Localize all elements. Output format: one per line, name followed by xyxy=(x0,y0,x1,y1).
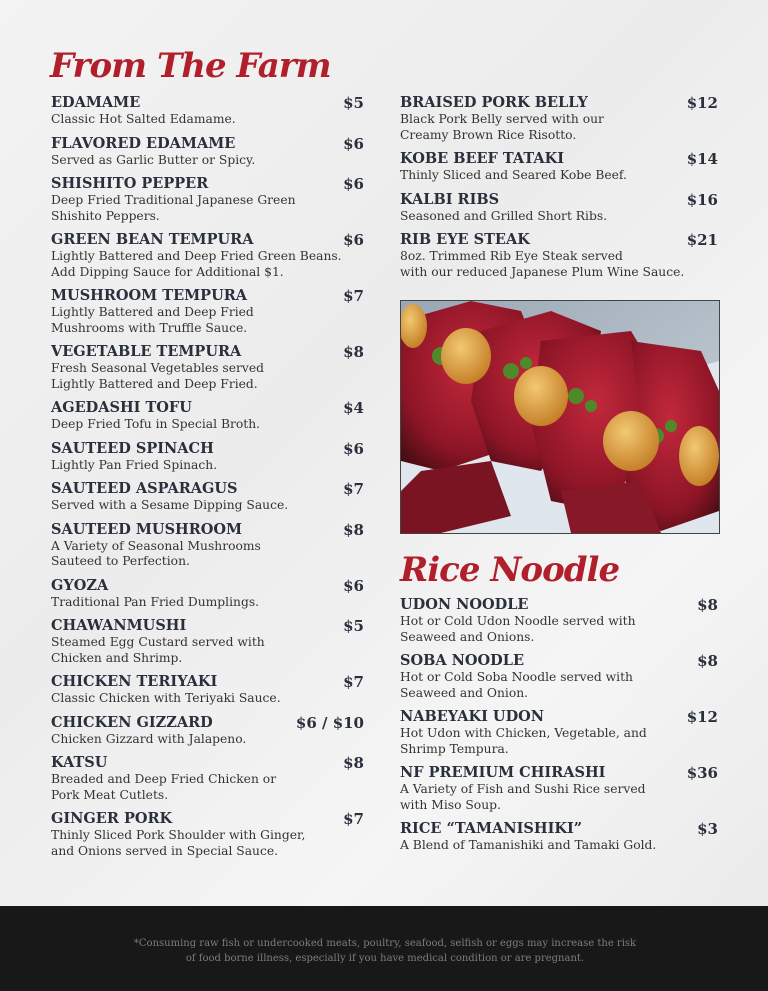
menu-item-name: RICE “TAMANISHIKI” xyxy=(400,820,583,837)
menu-item xyxy=(400,652,718,701)
menu-item xyxy=(51,577,364,611)
menu-item-price: $36 xyxy=(686,764,718,782)
menu-item-name: KATSU xyxy=(51,754,108,771)
menu-item-name: SHISHITO PEPPER xyxy=(51,175,209,192)
menu-item-name: CHICKEN TERIYAKI xyxy=(51,673,218,690)
menu-item-description: Chicken Gizzard with Jalapeno. xyxy=(51,731,247,746)
menu-item-description: Hot Udon with Chicken, Vegetable, and Shrimp Tempura. xyxy=(400,726,647,756)
menu-item-description: A Variety of Fish and Sushi Rice served with Miso Soup. xyxy=(400,782,646,812)
seared-beef-photo xyxy=(400,300,720,534)
menu-item xyxy=(51,480,364,514)
menu-item-description: Deep Fried Tofu in Special Broth. xyxy=(51,417,261,431)
menu-column-right xyxy=(400,94,718,287)
menu-column-left xyxy=(51,94,364,866)
menu-item xyxy=(51,440,364,474)
menu-item-description: Classic Hot Salted Edamame. xyxy=(51,112,236,126)
menu-item-name: CHAWANMUSHI xyxy=(51,617,187,634)
menu-item-description: Black Pork Belly served with our Creamy Brown Rice Risotto. xyxy=(400,112,604,142)
menu-item xyxy=(51,231,364,280)
menu-item xyxy=(51,135,364,169)
menu-item-description: Steamed Egg Custard served with Chicken and Shrimp. xyxy=(51,635,265,665)
menu-item-price: $5 xyxy=(343,617,364,635)
menu-item-description: Breaded and Deep Fried Chicken or Pork Meat Cutlets. xyxy=(51,772,277,802)
menu-item-price: $6 xyxy=(343,576,364,595)
menu-item xyxy=(51,754,364,803)
menu-item-description: Thinly Sliced Pork Shoulder with Ginger, and Onions served in Special Sauce. xyxy=(51,828,306,858)
menu-item xyxy=(51,714,364,748)
menu-item-name: BRAISED PORK BELLY xyxy=(400,94,588,111)
footer-disclaimer: *Consuming raw fish or undercooked meats, poultry, seafood, selfish or eggs may increase the risk of food borne illness, especially if you have medical condition or are pregnant. xyxy=(133,938,637,964)
menu-item-name: CHICKEN GIZZARD xyxy=(51,713,213,731)
menu-item-name: KOBE BEEF TATAKI xyxy=(400,150,564,167)
menu-item-price: $3 xyxy=(697,820,718,838)
menu-item-price: $6 xyxy=(343,175,364,193)
menu-item xyxy=(51,673,364,707)
menu-item-name: VEGETABLE TEMPURA xyxy=(51,343,242,360)
menu-item xyxy=(400,150,718,184)
menu-item-description: Hot or Cold Soba Noodle served with Seaweed and Onion. xyxy=(400,670,633,700)
menu-item-price: $12 xyxy=(686,708,718,726)
menu-item-description: Classic Chicken with Teriyaki Sauce. xyxy=(51,691,281,705)
menu-item-name: KALBI RIBS xyxy=(400,190,500,208)
menu-item-price: $6 xyxy=(343,231,364,249)
menu-item-description: A Variety of Seasonal Mushrooms Sauteed to Perfection. xyxy=(51,538,261,568)
menu-item-price: $6 / $10 xyxy=(295,713,364,732)
menu-item-price: $8 xyxy=(697,652,718,670)
menu-item-price: $8 xyxy=(343,520,364,539)
menu-item xyxy=(51,343,364,392)
menu-item xyxy=(400,708,718,757)
menu-item-name: NABEYAKI UDON xyxy=(400,708,545,725)
menu-item-name: SAUTEED MUSHROOM xyxy=(51,520,243,538)
menu-item-price: $8 xyxy=(343,754,364,772)
menu-item-price: $7 xyxy=(343,810,364,828)
menu-item xyxy=(51,810,364,859)
menu-item-price: $8 xyxy=(697,596,718,614)
menu-item-description: Lightly Pan Fried Spinach. xyxy=(51,457,218,472)
menu-item-description: Thinly Sliced and Seared Kobe Beef. xyxy=(400,168,627,182)
menu-item-name: RIB EYE STEAK xyxy=(400,231,530,248)
menu-item xyxy=(51,175,364,224)
menu-item-name: GYOZA xyxy=(51,576,109,594)
menu-item-name: GINGER PORK xyxy=(51,810,173,827)
footer-band xyxy=(0,906,768,991)
menu-item-price: $5 xyxy=(343,94,364,112)
menu-item-name: AGEDASHI TOFU xyxy=(51,399,192,416)
menu-item-name: MUSHROOM TEMPURA xyxy=(51,287,248,304)
menu-item xyxy=(51,287,364,336)
menu-item-price: $21 xyxy=(686,231,718,249)
menu-item-description: A Blend of Tamanishiki and Tamaki Gold. xyxy=(400,838,657,852)
menu-item-name: NF PREMIUM CHIRASHI xyxy=(400,764,606,781)
menu-item xyxy=(400,94,718,143)
menu-item-description: 8oz. Trimmed Rib Eye Steak served with our reduced Japanese Plum Wine Sauce. xyxy=(400,249,685,279)
menu-item-description: Fresh Seasonal Vegetables served Lightly Battered and Deep Fried. xyxy=(51,361,264,391)
menu-item-price: $7 xyxy=(343,287,364,305)
menu-item-price: $16 xyxy=(686,190,718,209)
menu-item-description: Traditional Pan Fried Dumplings. xyxy=(51,594,260,609)
menu-item-price: $8 xyxy=(343,343,364,361)
menu-item-name: FLAVORED EDAMAME xyxy=(51,134,236,152)
section-title-from-the-farm: From The Farm xyxy=(50,46,331,86)
menu-item xyxy=(51,94,364,128)
menu-item-name: UDON NOODLE xyxy=(400,596,529,613)
menu-item xyxy=(51,617,364,666)
menu-item xyxy=(51,521,364,570)
menu-item xyxy=(400,231,718,280)
menu-item-price: $6 xyxy=(343,439,364,458)
menu-item xyxy=(51,399,364,433)
menu-item-price: $7 xyxy=(343,480,364,498)
menu-column-rice xyxy=(400,596,718,861)
menu-item-price: $14 xyxy=(686,150,718,168)
menu-item-name: SAUTEED SPINACH xyxy=(51,439,214,457)
menu-item-description: Deep Fried Traditional Japanese Green Shishito Peppers. xyxy=(51,193,296,223)
torn-edge xyxy=(0,906,768,922)
menu-item-price: $7 xyxy=(343,673,364,691)
menu-item-name: GREEN BEAN TEMPURA xyxy=(51,231,254,248)
menu-item-description: Lightly Battered and Deep Fried Green Beans. Add Dipping Sauce for Additional $1. xyxy=(51,249,342,279)
menu-item xyxy=(400,764,718,813)
menu-item-name: SOBA NOODLE xyxy=(400,652,524,669)
section-title-rice-noodle: Rice Noodle xyxy=(400,550,620,590)
menu-item-description: Hot or Cold Udon Noodle served with Seaweed and Onions. xyxy=(400,614,636,644)
menu-item-price: $4 xyxy=(343,399,364,417)
menu-item-description: Served as Garlic Butter or Spicy. xyxy=(51,152,256,167)
menu-item xyxy=(400,596,718,645)
menu-item-price: $12 xyxy=(686,94,718,112)
menu-item xyxy=(400,820,718,854)
menu-item xyxy=(400,191,718,225)
menu-item-name: EDAMAME xyxy=(51,94,141,111)
menu-item-description: Served with a Sesame Dipping Sauce. xyxy=(51,498,289,512)
menu-item-description: Seasoned and Grilled Short Ribs. xyxy=(400,208,608,223)
menu-item-price: $6 xyxy=(343,134,364,153)
menu-item-description: Lightly Battered and Deep Fried Mushrooms with Truffle Sauce. xyxy=(51,305,254,335)
menu-item-name: SAUTEED ASPARAGUS xyxy=(51,480,238,497)
